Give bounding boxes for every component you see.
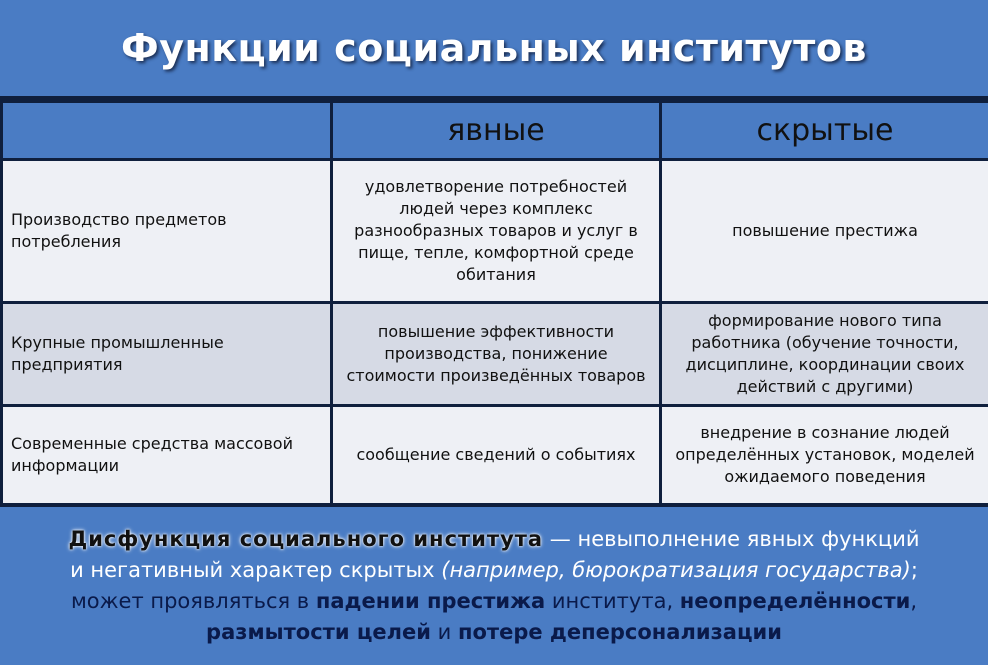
page-title: Функции социальных институтов: [121, 26, 867, 70]
definition-text: и: [431, 620, 458, 644]
table-row: [2, 303, 988, 406]
explicit-function-cell: сообщение сведений о событиях: [332, 406, 661, 505]
keyword-depersonalization: потере деперсонализации: [458, 620, 782, 644]
column-header-hidden: скрытые: [661, 102, 988, 160]
row-label: Производство предметов потребления: [2, 160, 332, 303]
definition-text: и негативный характер скрытых: [70, 558, 442, 582]
dysfunction-term: Дисфункция социального института: [68, 527, 544, 551]
definition-example: (например, бюрократизация государства): [441, 558, 911, 582]
definition-text: невыполнение явных функций: [577, 527, 920, 551]
keyword-uncertainty: неопределённости: [679, 589, 911, 613]
explicit-function-cell: повышение эффективности производства, понижение стоимости произведённых товаров: [332, 303, 661, 406]
header-corner-cell: [2, 102, 332, 160]
definition-line-1: [68, 524, 919, 555]
hidden-function-cell: внедрение в сознание людей определённых установок, моделей ожидаемого поведения: [661, 406, 988, 505]
hidden-function-cell: повышение престижа: [661, 160, 988, 303]
definition-block: [0, 507, 988, 665]
table-row: [2, 160, 988, 303]
definition-line-4: [206, 617, 782, 648]
definition-dash: —: [543, 527, 578, 551]
keyword-prestige: падении престижа: [315, 589, 546, 613]
definition-comma: ,: [910, 589, 918, 613]
definition-semicolon: ;: [910, 558, 918, 582]
table-header-row: [2, 102, 988, 160]
definition-line-3: [71, 586, 917, 617]
explicit-function-cell: удовлетворение потребностей людей через комплекс разнообразных товаров и услуг в пище, тепле, комфортной среде обитания: [332, 160, 661, 303]
definition-text: может проявляться в: [70, 589, 316, 613]
title-bar: [0, 0, 988, 96]
definition-line-2: [70, 555, 918, 586]
functions-table: [0, 100, 988, 506]
row-label: Крупные промышленные предприятия: [2, 303, 332, 406]
row-label: Современные средства массовой информации: [2, 406, 332, 505]
keyword-vague-goals: размытости целей: [206, 620, 431, 644]
hidden-function-cell: формирование нового типа работника (обучение точности, дисциплине, координации своих действий с другими): [661, 303, 988, 406]
column-header-explicit: явные: [332, 102, 661, 160]
table-row: [2, 406, 988, 505]
definition-text: института,: [545, 589, 680, 613]
